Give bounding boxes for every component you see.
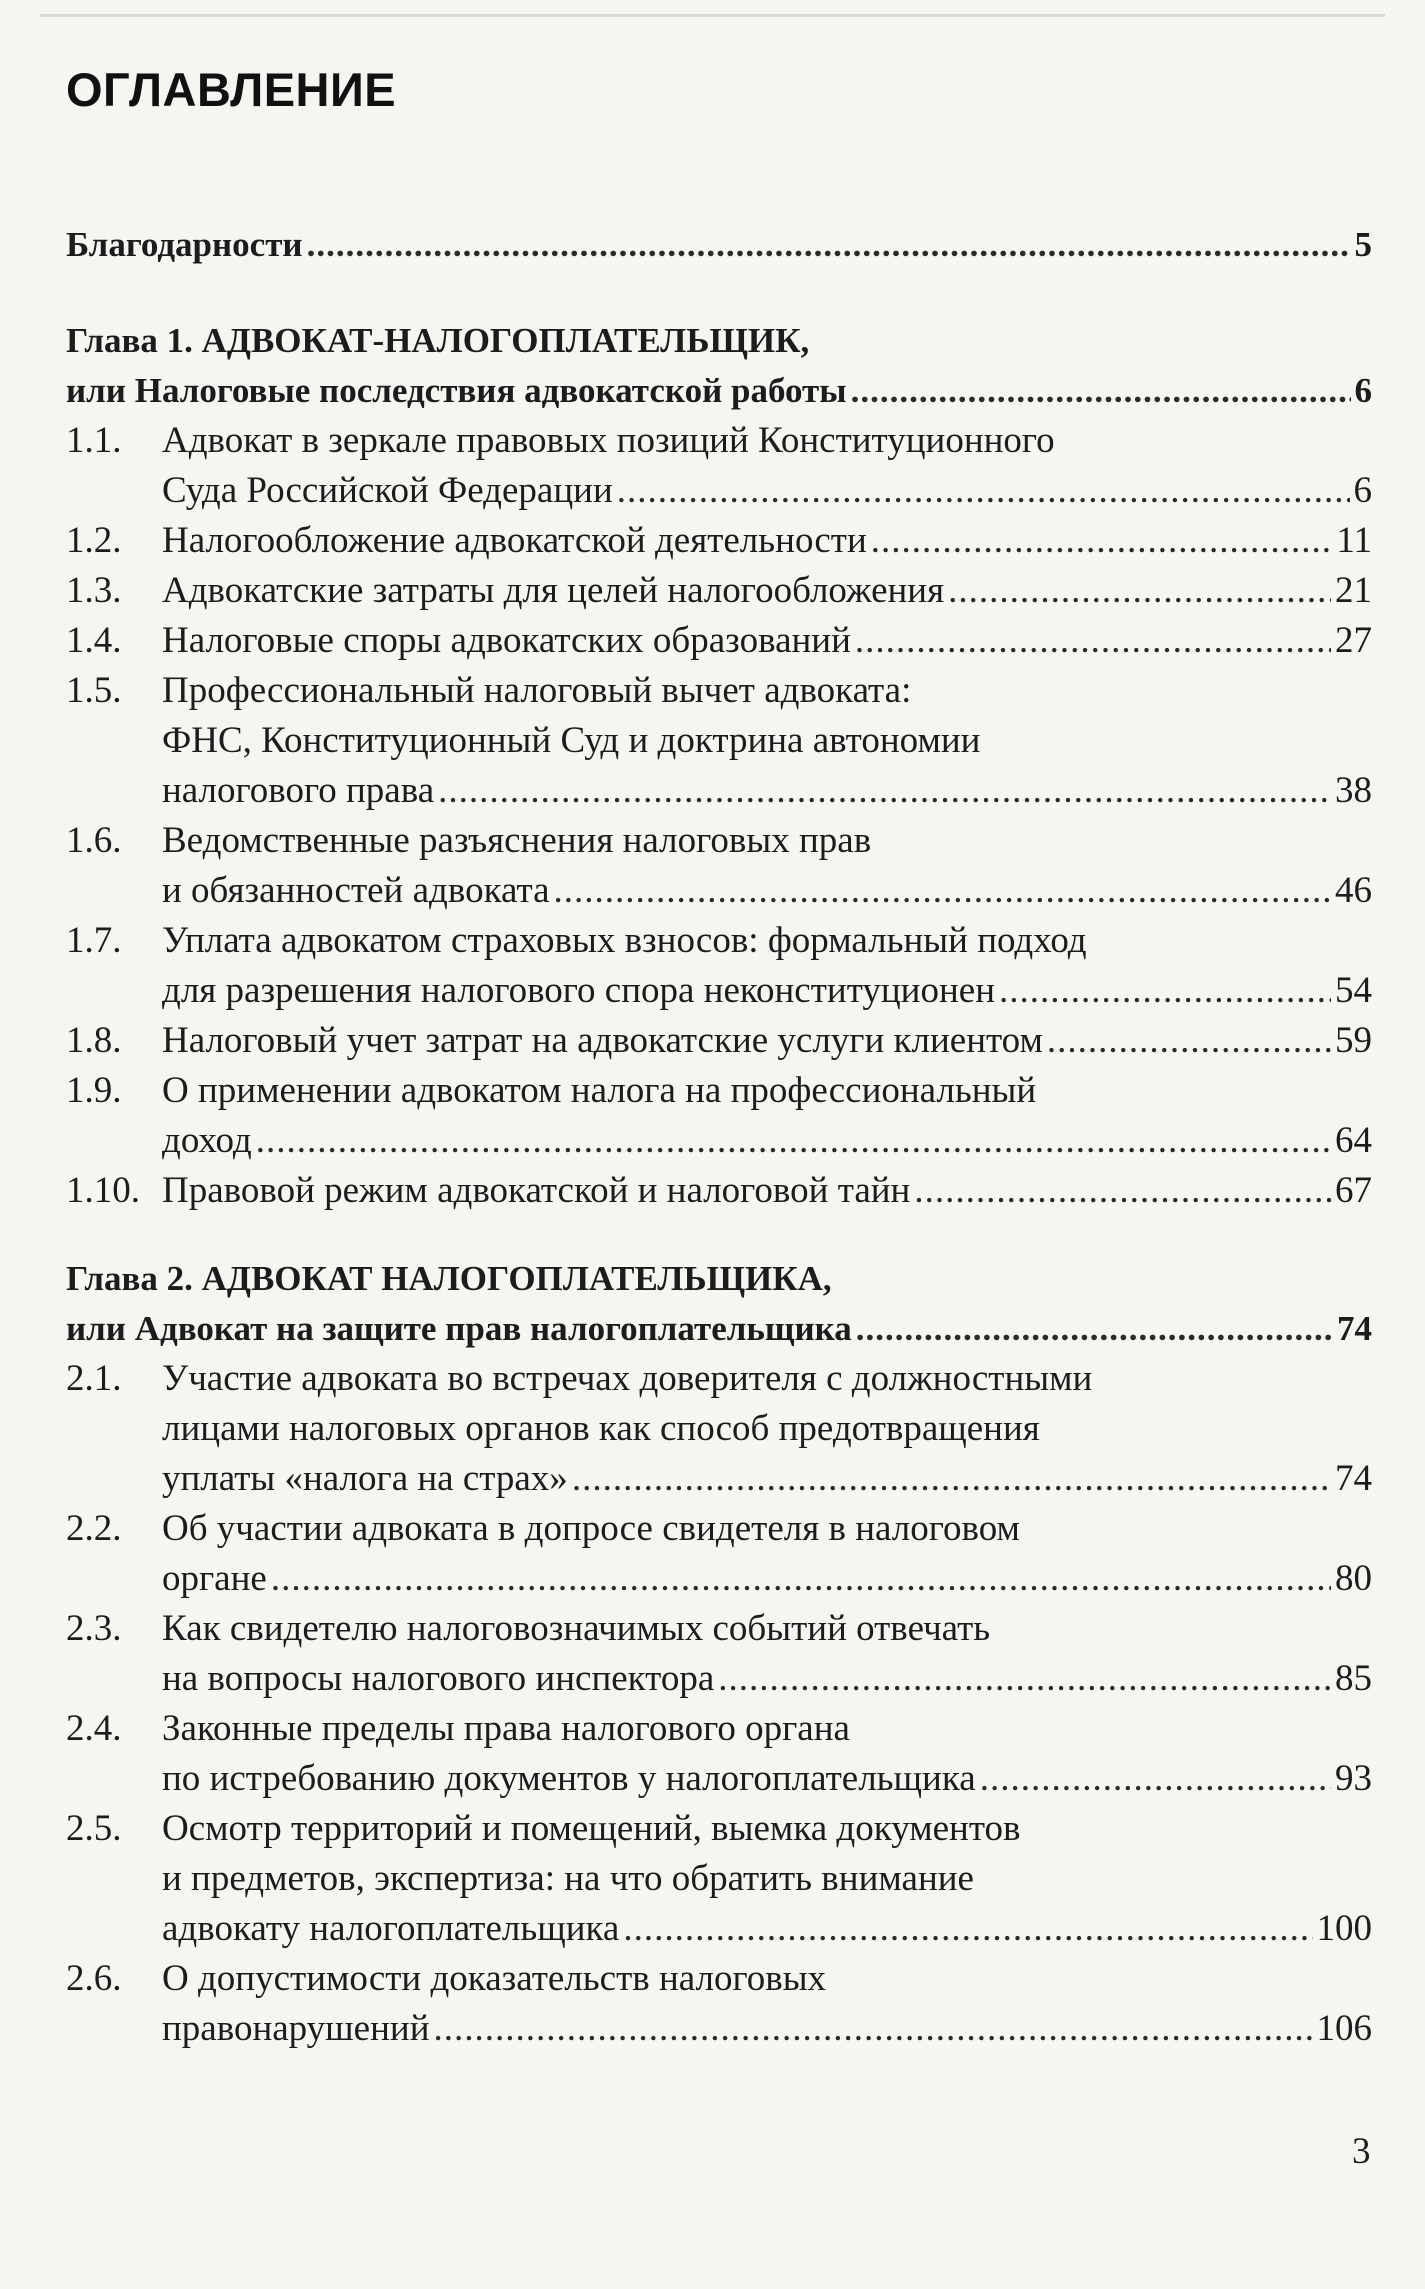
section-body: [162, 666, 1372, 816]
section-number: 2.2.: [66, 1508, 122, 1549]
section-title-line: [162, 1016, 1372, 1066]
section-title-line: [162, 1704, 1372, 1754]
section-title-text: правонарушений: [162, 2008, 430, 2049]
section-title-text: О допустимости доказательств налоговых: [162, 1958, 827, 1999]
dot-leader: [871, 516, 1333, 566]
section-page: 21: [1335, 570, 1372, 611]
section-number: 2.3.: [66, 1608, 122, 1649]
section-title-text: доход: [162, 1120, 252, 1161]
section-body: [162, 616, 1372, 666]
section-number: 1.7.: [66, 920, 122, 961]
section-page: 67: [1335, 1170, 1372, 1211]
chapter-spacer: [66, 1216, 1372, 1254]
dot-leader: [623, 1904, 1312, 1954]
section-title-line: [162, 1066, 1372, 1116]
section-title-line: [162, 716, 1372, 766]
front-entry-title: Благодарности: [66, 225, 303, 264]
section-number: 1.10.: [66, 1170, 140, 1211]
section-title-line: [162, 1854, 1372, 1904]
section-title-line: [162, 1554, 1372, 1604]
section-title-line: [162, 1654, 1372, 1704]
toc-section: [66, 516, 1372, 566]
section-title-line: [162, 416, 1372, 466]
section-title-text: по истребованию документов у налогоплательщика: [162, 1758, 976, 1799]
page-number: 3: [1352, 2131, 1371, 2172]
dot-leader: [554, 866, 1332, 916]
section-number: 1.1.: [66, 420, 122, 461]
front-entry-page: 5: [1354, 225, 1372, 264]
section-title-line: [162, 766, 1372, 816]
section-body: [162, 1704, 1372, 1804]
dot-leader: [1047, 1016, 1331, 1066]
section-page: 106: [1316, 2008, 1372, 2049]
chapter-subtitle-line: [66, 366, 1372, 416]
toc-section: [66, 1954, 1372, 2054]
section-title-text: Участие адвоката во встречах доверителя с должностными: [162, 1358, 1093, 1399]
section-title-text: Адвокатские затраты для целей налогообложения: [162, 570, 945, 611]
section-title-line: [162, 666, 1372, 716]
chapter-subtitle-line: [66, 1304, 1372, 1354]
section-title-text: Налоговые споры адвокатских образований: [162, 620, 851, 661]
section-title-line: [162, 1604, 1372, 1654]
dot-leader: [948, 566, 1331, 616]
section-title-text: Профессиональный налоговый вычет адвоката:: [162, 670, 912, 711]
chapter-title-line: [66, 316, 1372, 366]
section-page: 59: [1335, 1020, 1372, 1061]
section-title-text: Суда Российской Федерации: [162, 470, 613, 511]
section-title-text: налогового права: [162, 770, 435, 811]
top-divider: [40, 14, 1385, 17]
chapter-page: 74: [1337, 1309, 1372, 1348]
section-body: [162, 816, 1372, 916]
dot-leader: [855, 616, 1331, 666]
dot-leader: [617, 466, 1350, 516]
section-title-line: [162, 1454, 1372, 1504]
section-title-text: Об участии адвоката в допросе свидетеля в налоговом: [162, 1508, 1020, 1549]
section-page: 100: [1316, 1908, 1372, 1949]
section-title-line: [162, 466, 1372, 516]
section-title-line: [162, 1754, 1372, 1804]
chapter-spacer: [66, 270, 1372, 316]
section-page: 64: [1335, 1120, 1372, 1161]
toc-section: [66, 566, 1372, 616]
section-title-line: [162, 566, 1372, 616]
section-title-line: [162, 1116, 1372, 1166]
section-number: 1.3.: [66, 570, 122, 611]
section-title-text: Ведомственные разъяснения налоговых прав: [162, 820, 872, 861]
section-title-text: Правовой режим адвокатской и налоговой тайн: [162, 1170, 911, 1211]
section-title-line: [162, 1404, 1372, 1454]
section-title-line: [162, 616, 1372, 666]
section-body: [162, 1166, 1372, 1216]
section-title-line: [162, 816, 1372, 866]
section-title-text: лицами налоговых органов как способ предотвращения: [162, 1408, 1040, 1449]
section-title-text: Уплата адвокатом страховых взносов: формальный подход: [162, 920, 1087, 961]
section-title-text: Адвокат в зеркале правовых позиций Конституционного: [162, 420, 1055, 461]
dot-leader: [856, 1304, 1333, 1354]
section-title-line: [162, 1804, 1372, 1854]
section-number: 2.6.: [66, 1958, 122, 1999]
section-page: 27: [1335, 620, 1372, 661]
section-title-text: органе: [162, 1558, 267, 1599]
dot-leader: [851, 366, 1351, 416]
dot-leader: [271, 1554, 1331, 1604]
section-number: 1.6.: [66, 820, 122, 861]
dot-leader: [718, 1654, 1331, 1704]
section-page: 46: [1335, 870, 1372, 911]
section-title-text: Законные пределы права налогового органа: [162, 1708, 850, 1749]
section-title-text: для разрешения налогового спора неконституционен: [162, 970, 996, 1011]
dot-leader: [307, 220, 1351, 270]
section-body: [162, 516, 1372, 566]
section-title-text: и предметов, экспертиза: на что обратить внимание: [162, 1858, 974, 1899]
section-title-line: [162, 2004, 1372, 2054]
section-page: 93: [1335, 1758, 1372, 1799]
toc-section: [66, 666, 1372, 816]
section-number: 1.5.: [66, 670, 122, 711]
section-number: 1.8.: [66, 1020, 122, 1061]
section-title-line: [162, 1354, 1372, 1404]
section-page: 80: [1335, 1558, 1372, 1599]
toc-section: [66, 1016, 1372, 1066]
dot-leader: [980, 1754, 1331, 1804]
section-body: [162, 1354, 1372, 1504]
section-title-line: [162, 1166, 1372, 1216]
dot-leader: [256, 1116, 1331, 1166]
toc-section: [66, 916, 1372, 1016]
section-body: [162, 1954, 1372, 2054]
section-title-text: и обязанностей адвоката: [162, 870, 550, 911]
section-title-text: Осмотр территорий и помещений, выемка документов: [162, 1808, 1021, 1849]
section-title-text: Как свидетелю налоговозначимых событий отвечать: [162, 1608, 991, 1649]
toc-section: [66, 1166, 1372, 1216]
section-title-line: [162, 1954, 1372, 2004]
section-body: [162, 1604, 1372, 1704]
section-body: [162, 1066, 1372, 1166]
dot-leader: [572, 1454, 1331, 1504]
section-number: 1.4.: [66, 620, 122, 661]
section-number: 2.5.: [66, 1808, 122, 1849]
section-title-line: [162, 916, 1372, 966]
section-title-line: [162, 1504, 1372, 1554]
chapter-title: Глава 2. АДВОКАТ НАЛОГОПЛАТЕЛЬЩИКА,: [66, 1259, 832, 1298]
toc-section: [66, 1066, 1372, 1166]
toc-section: [66, 616, 1372, 666]
section-body: [162, 1016, 1372, 1066]
section-number: 2.1.: [66, 1358, 122, 1399]
section-number: 2.4.: [66, 1708, 122, 1749]
chapter-title-line: [66, 1254, 1372, 1304]
section-title-text: Налогообложение адвокатской деятельности: [162, 520, 867, 561]
section-number: 1.9.: [66, 1070, 122, 1111]
toc-section: [66, 1704, 1372, 1804]
section-title-text: на вопросы налогового инспектора: [162, 1658, 715, 1699]
section-body: [162, 566, 1372, 616]
dot-leader: [999, 966, 1331, 1016]
table-of-contents: [66, 220, 1372, 2054]
dot-leader: [434, 2004, 1313, 2054]
toc-section: [66, 1604, 1372, 1704]
toc-section: [66, 1504, 1372, 1604]
section-title-line: [162, 966, 1372, 1016]
dot-leader: [914, 1166, 1331, 1216]
section-page: 38: [1335, 770, 1372, 811]
section-title-text: Налоговый учет затрат на адвокатские услуги клиентом: [162, 1020, 1043, 1061]
section-body: [162, 916, 1372, 1016]
section-body: [162, 416, 1372, 516]
section-body: [162, 1804, 1372, 1954]
chapter-page: 6: [1354, 371, 1372, 410]
section-number: 1.2.: [66, 520, 122, 561]
section-title-line: [162, 516, 1372, 566]
toc-section: [66, 1354, 1372, 1504]
toc-heading: ОГЛАВЛЕНИЕ: [66, 63, 397, 116]
section-body: [162, 1504, 1372, 1604]
section-title-text: уплаты «налога на страх»: [162, 1458, 568, 1499]
section-title-text: ФНС, Конституционный Суд и доктрина автономии: [162, 720, 981, 761]
toc-section: [66, 416, 1372, 516]
section-title-text: адвокату налогоплательщика: [162, 1908, 620, 1949]
section-title-line: [162, 1904, 1372, 1954]
section-page: 11: [1336, 520, 1372, 561]
section-title-line: [162, 866, 1372, 916]
chapter-subtitle: или Налоговые последствия адвокатской работы: [66, 371, 847, 410]
chapter-subtitle: или Адвокат на защите прав налогоплательщика: [66, 1309, 852, 1348]
toc-section: [66, 1804, 1372, 1954]
section-title-text: О применении адвокатом налога на профессиональный: [162, 1070, 1037, 1111]
toc-section: [66, 816, 1372, 916]
chapter-title: Глава 1. АДВОКАТ-НАЛОГОПЛАТЕЛЬЩИК,: [66, 321, 810, 360]
toc-front-entry: [66, 220, 1372, 270]
section-page: 74: [1335, 1458, 1372, 1499]
section-page: 85: [1335, 1658, 1372, 1699]
section-page: 6: [1353, 470, 1372, 511]
dot-leader: [438, 766, 1331, 816]
section-page: 54: [1335, 970, 1372, 1011]
